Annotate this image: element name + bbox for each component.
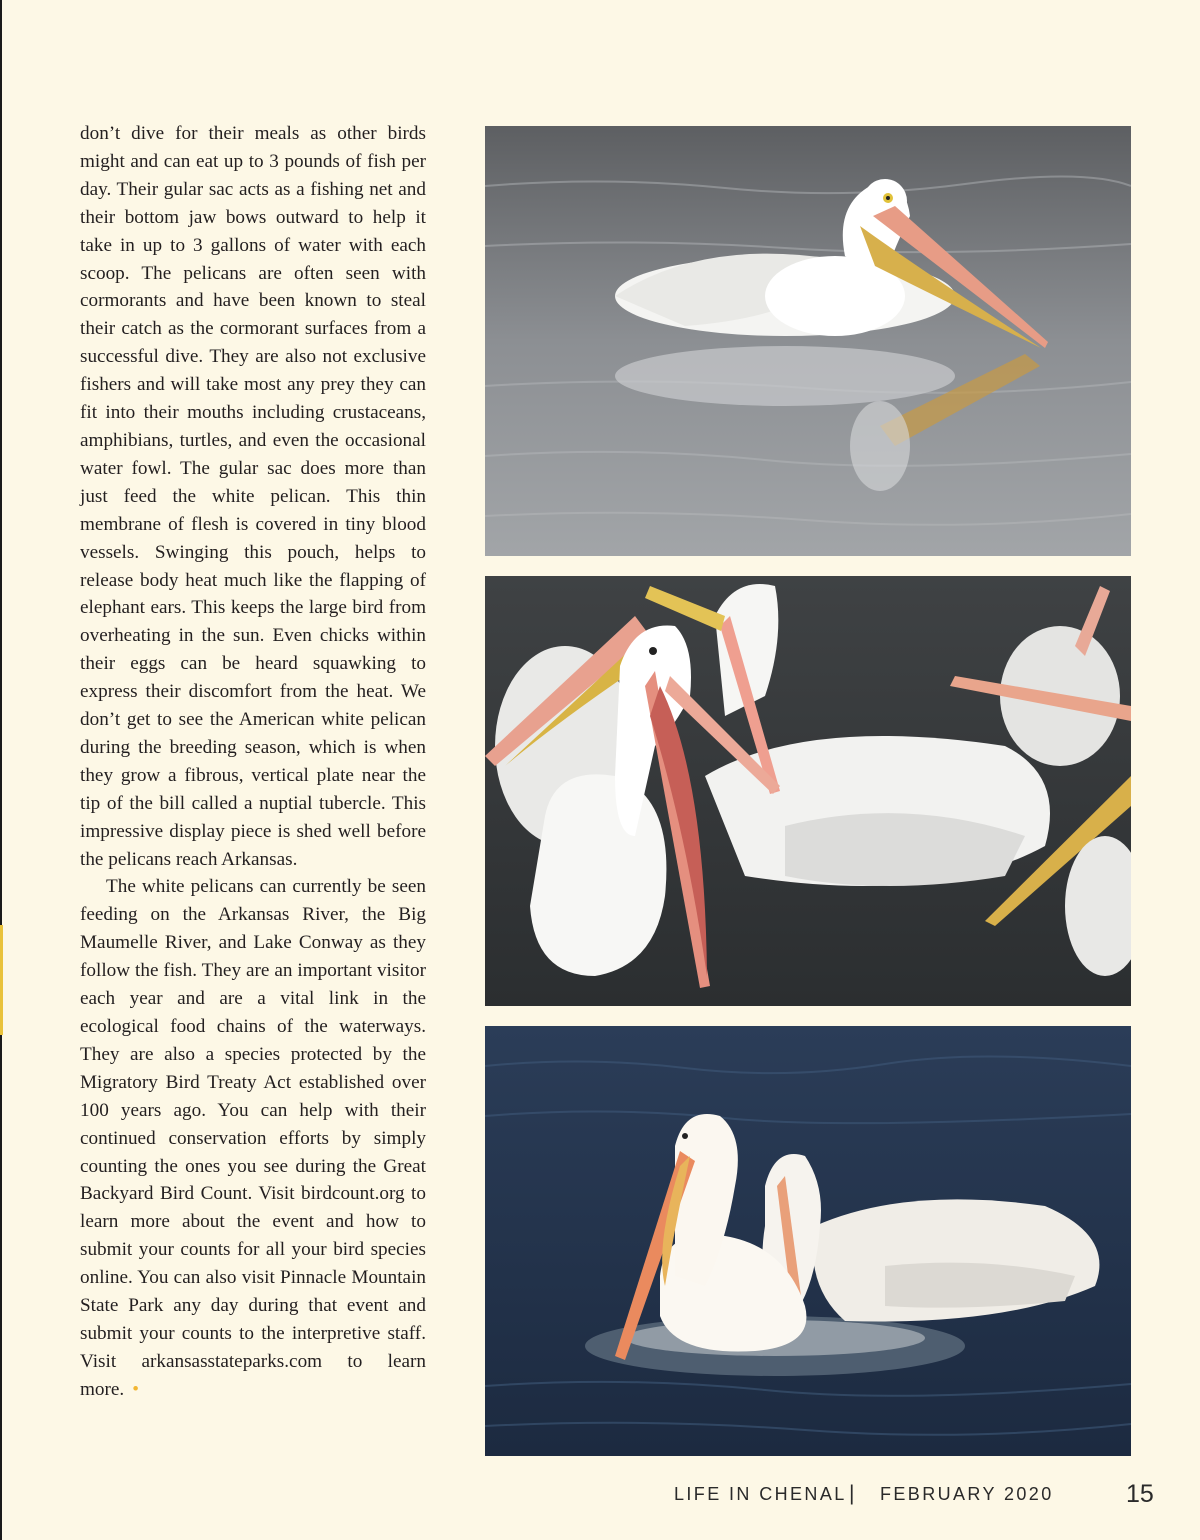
end-mark: • — [132, 1378, 139, 1400]
pelican-photo-3 — [485, 1026, 1131, 1456]
article-paragraph: The white pelicans can currently be seen feeding on the Arkansas River, the Big Maumelle River, and Lake Conway as they follow the fish. They are an important visitor each year and are a vital link in the ecological food chains of the waterways. They are also a species protected by the Migratory Bird Treaty Act established over 100 years ago. You can help with their continued conservation efforts by simply counting the ones you see during the Great Backyard Bird Count. Visit birdcount.org to learn more about the event and how to submit your counts for all your bird species online. You can also visit Pinnacle Mountain State Park any day during that event and submit your counts to the interpretive staff. Visit arkansasstateparks.com to learn more. • — [80, 876, 426, 1400]
article-paragraph: don’t dive for their meals as other birds might and can eat up to 3 pounds of fish per day. Their gular sac acts as a fishing net and their bottom jaw bows outward to help it take in up to 3 gallons of water with each scoop. The pelicans are often seen with cormorants and have been known to steal their catch as the cormorant surfaces from a successful dive. They are also not exclusive fishers and will take most any prey they can fit into their mouths including crustaceans, amphibians, turtles, and even the occasional water fowl. The gular sac does more than just feed the white pelican. This thin membrane of flesh is covered in tiny blood vessels. Swinging this pouch, helps to release body heat much like the flapping of elephant ears. This keeps the large bird from overheating in the sun. Even chicks within their eggs can be heard squawking to express their discomfort from the heat. We don’t get to see the American white pelican during the breeding season, which is when they grow a fibrous, vertical plate near the tip of the bill called a nuptial tubercle. This impressive display piece is shed well before the pelicans reach Arkansas. — [80, 123, 426, 870]
page-edge-tab — [0, 925, 3, 1035]
pelican-photo-2 — [485, 576, 1131, 1006]
article-body — [80, 120, 426, 1404]
magazine-name: LIFE IN CHENAL — [674, 1484, 847, 1504]
footer-separator: | — [849, 1482, 855, 1505]
page-number: 15 — [1126, 1480, 1154, 1508]
pelican-photo-1 — [485, 126, 1131, 556]
page-footer — [0, 1480, 1200, 1514]
page-edge-rule — [0, 0, 2, 1540]
issue-date: FEBRUARY 2020 — [880, 1484, 1054, 1504]
